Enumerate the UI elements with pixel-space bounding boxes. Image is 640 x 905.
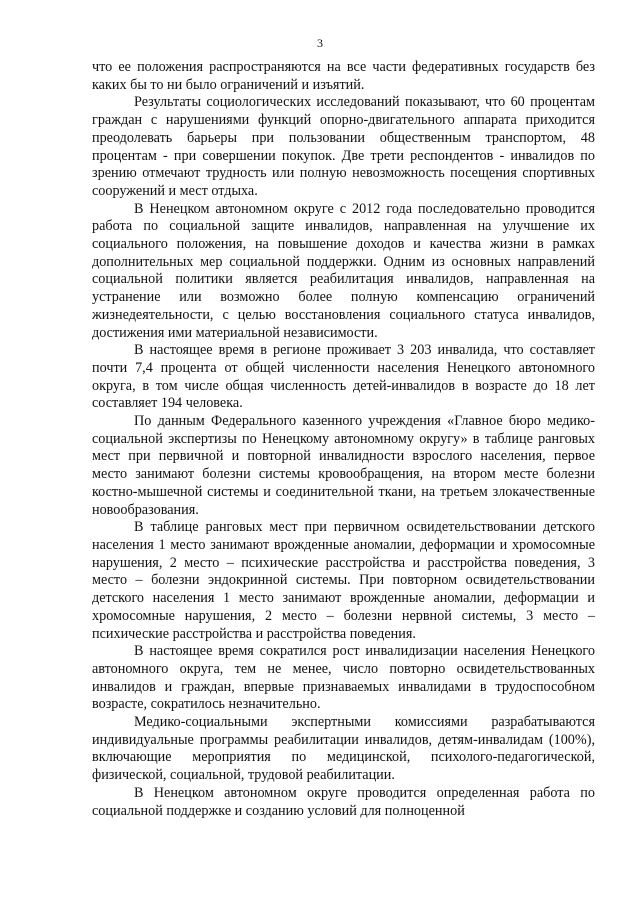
paragraph: В Ненецком автономном округе проводится определенная работа по социальной поддержке и созданию условий для полноценной xyxy=(92,784,595,819)
paragraph: В таблице ранговых мест при первичном освидетельствовании детского населения 1 место занимают врожденные аномалии, деформации и хромосомные нарушения, 2 место – психические расстройства и расстройства поведения, 3 место – болезни эндокринной системы. При повторном освидетельствовании детского населения 1 место занимают врожденные аномалии, деформации и хромосомные нарушения, 2 место – болезни нервной системы, 3 место – психические расстройства и расстройства поведения. xyxy=(92,519,595,642)
page-number: 3 xyxy=(317,36,323,50)
paragraph: Результаты социологических исследований показывают, что 60 процентам граждан с нарушениями функций опорно-двигательного аппарата приходится преодолевать барьеры при пользовании общественным транспортом, 48 процентам - при совершении покупок. Две трети респондентов - инвалидов по зрению отмечают трудность или полную невозможность посещения спортивных сооружений и мест отдыха. xyxy=(92,94,595,199)
paragraph: По данным Федерального казенного учреждения «Главное бюро медико-социальной экспертизы по Ненецкому автономному округу» в таблице ранговых мест при первичной и повторной инвалидности взрослого населения, первое место занимают болезни системы кровообращения, на втором месте болезни костно-мышечной системы и соединительной ткани, на третьем злокачественные новообразования. xyxy=(92,413,595,518)
paragraph: В Ненецком автономном округе с 2012 года последовательно проводится работа по социальной защите инвалидов, направленная на улучшение их социального положения, на повышение доходов и качества жизни в рамках дополнительных мер социальной поддержки. Одним из основных направлений социальной политики является реабилитация инвалидов, направленная на устранение или возможно более полную компенсацию ограничений жизнедеятельности, с целью восстановления социального статуса инвалидов, достижения ими материальной независимости. xyxy=(92,200,595,341)
paragraph: В настоящее время сократился рост инвалидизации населения Ненецкого автономного округа, тем не менее, число повторно освидетельствованных инвалидов и граждан, впервые признаваемых инвалидами в трудоспособном возрасте, сократилось незначительно. xyxy=(92,643,595,713)
paragraph: Медико-социальными экспертными комиссиями разрабатываются индивидуальные программы реабилитации инвалидов, детям-инвалидам (100%), включающие мероприятия по медицинской, психолого-педагогической, физической, социальной, трудовой реабилитации. xyxy=(92,714,595,784)
paragraph: В настоящее время в регионе проживает 3 203 инвалида, что составляет почти 7,4 процента от общей численности населения Ненецкого автономного округа, в том числе общая численность детей-инвалидов в возрасте до 18 лет составляет 194 человека. xyxy=(92,342,595,412)
paragraph: что ее положения распространяются на все части федеративных государств без каких бы то ни было ограничений и изъятий. xyxy=(92,59,595,93)
document-body xyxy=(92,59,595,820)
